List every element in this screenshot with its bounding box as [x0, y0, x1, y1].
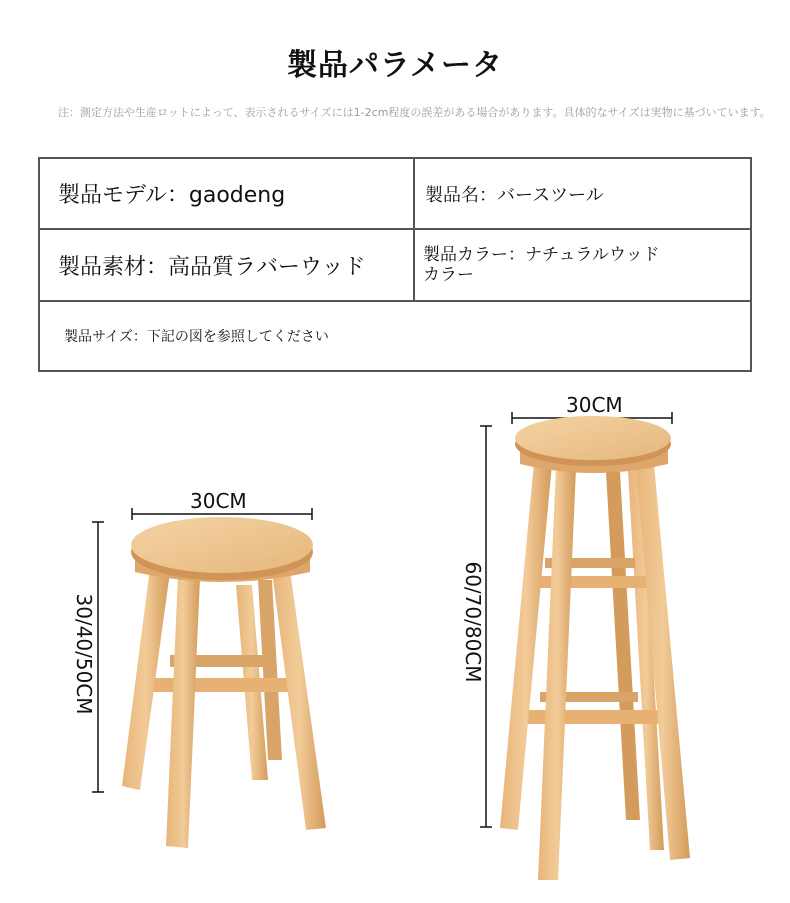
- spec-name: 製品名：バースツール: [425, 184, 604, 206]
- tall-width-label: 30CM: [566, 393, 623, 417]
- short-width-label: 30CM: [190, 489, 247, 513]
- spec-table: [38, 157, 752, 372]
- spec-size: 製品サイズ：下記の図を参照してください: [64, 329, 329, 345]
- short-height-label: 30/40/50CM: [72, 593, 96, 715]
- short-stool: [122, 517, 326, 848]
- measurement-note: 注：測定方法や生産ロットによって、表示されるサイズには1-2cm程度の誤差がある場合があります。具体的なサイズは実物に基づいています。: [58, 106, 771, 119]
- tall-stool: [500, 416, 690, 880]
- spec-material: 製品素材：高品質ラバーウッド: [58, 254, 366, 280]
- spec-color: 製品カラー：ナチュラルウッドカラー: [423, 245, 660, 285]
- stool-illustrations: [0, 380, 790, 900]
- tall-height-label: 60/70/80CM: [461, 561, 485, 683]
- spec-model: 製品モデル：gaodeng: [58, 183, 286, 208]
- page-title: 製品パラメータ: [286, 48, 504, 83]
